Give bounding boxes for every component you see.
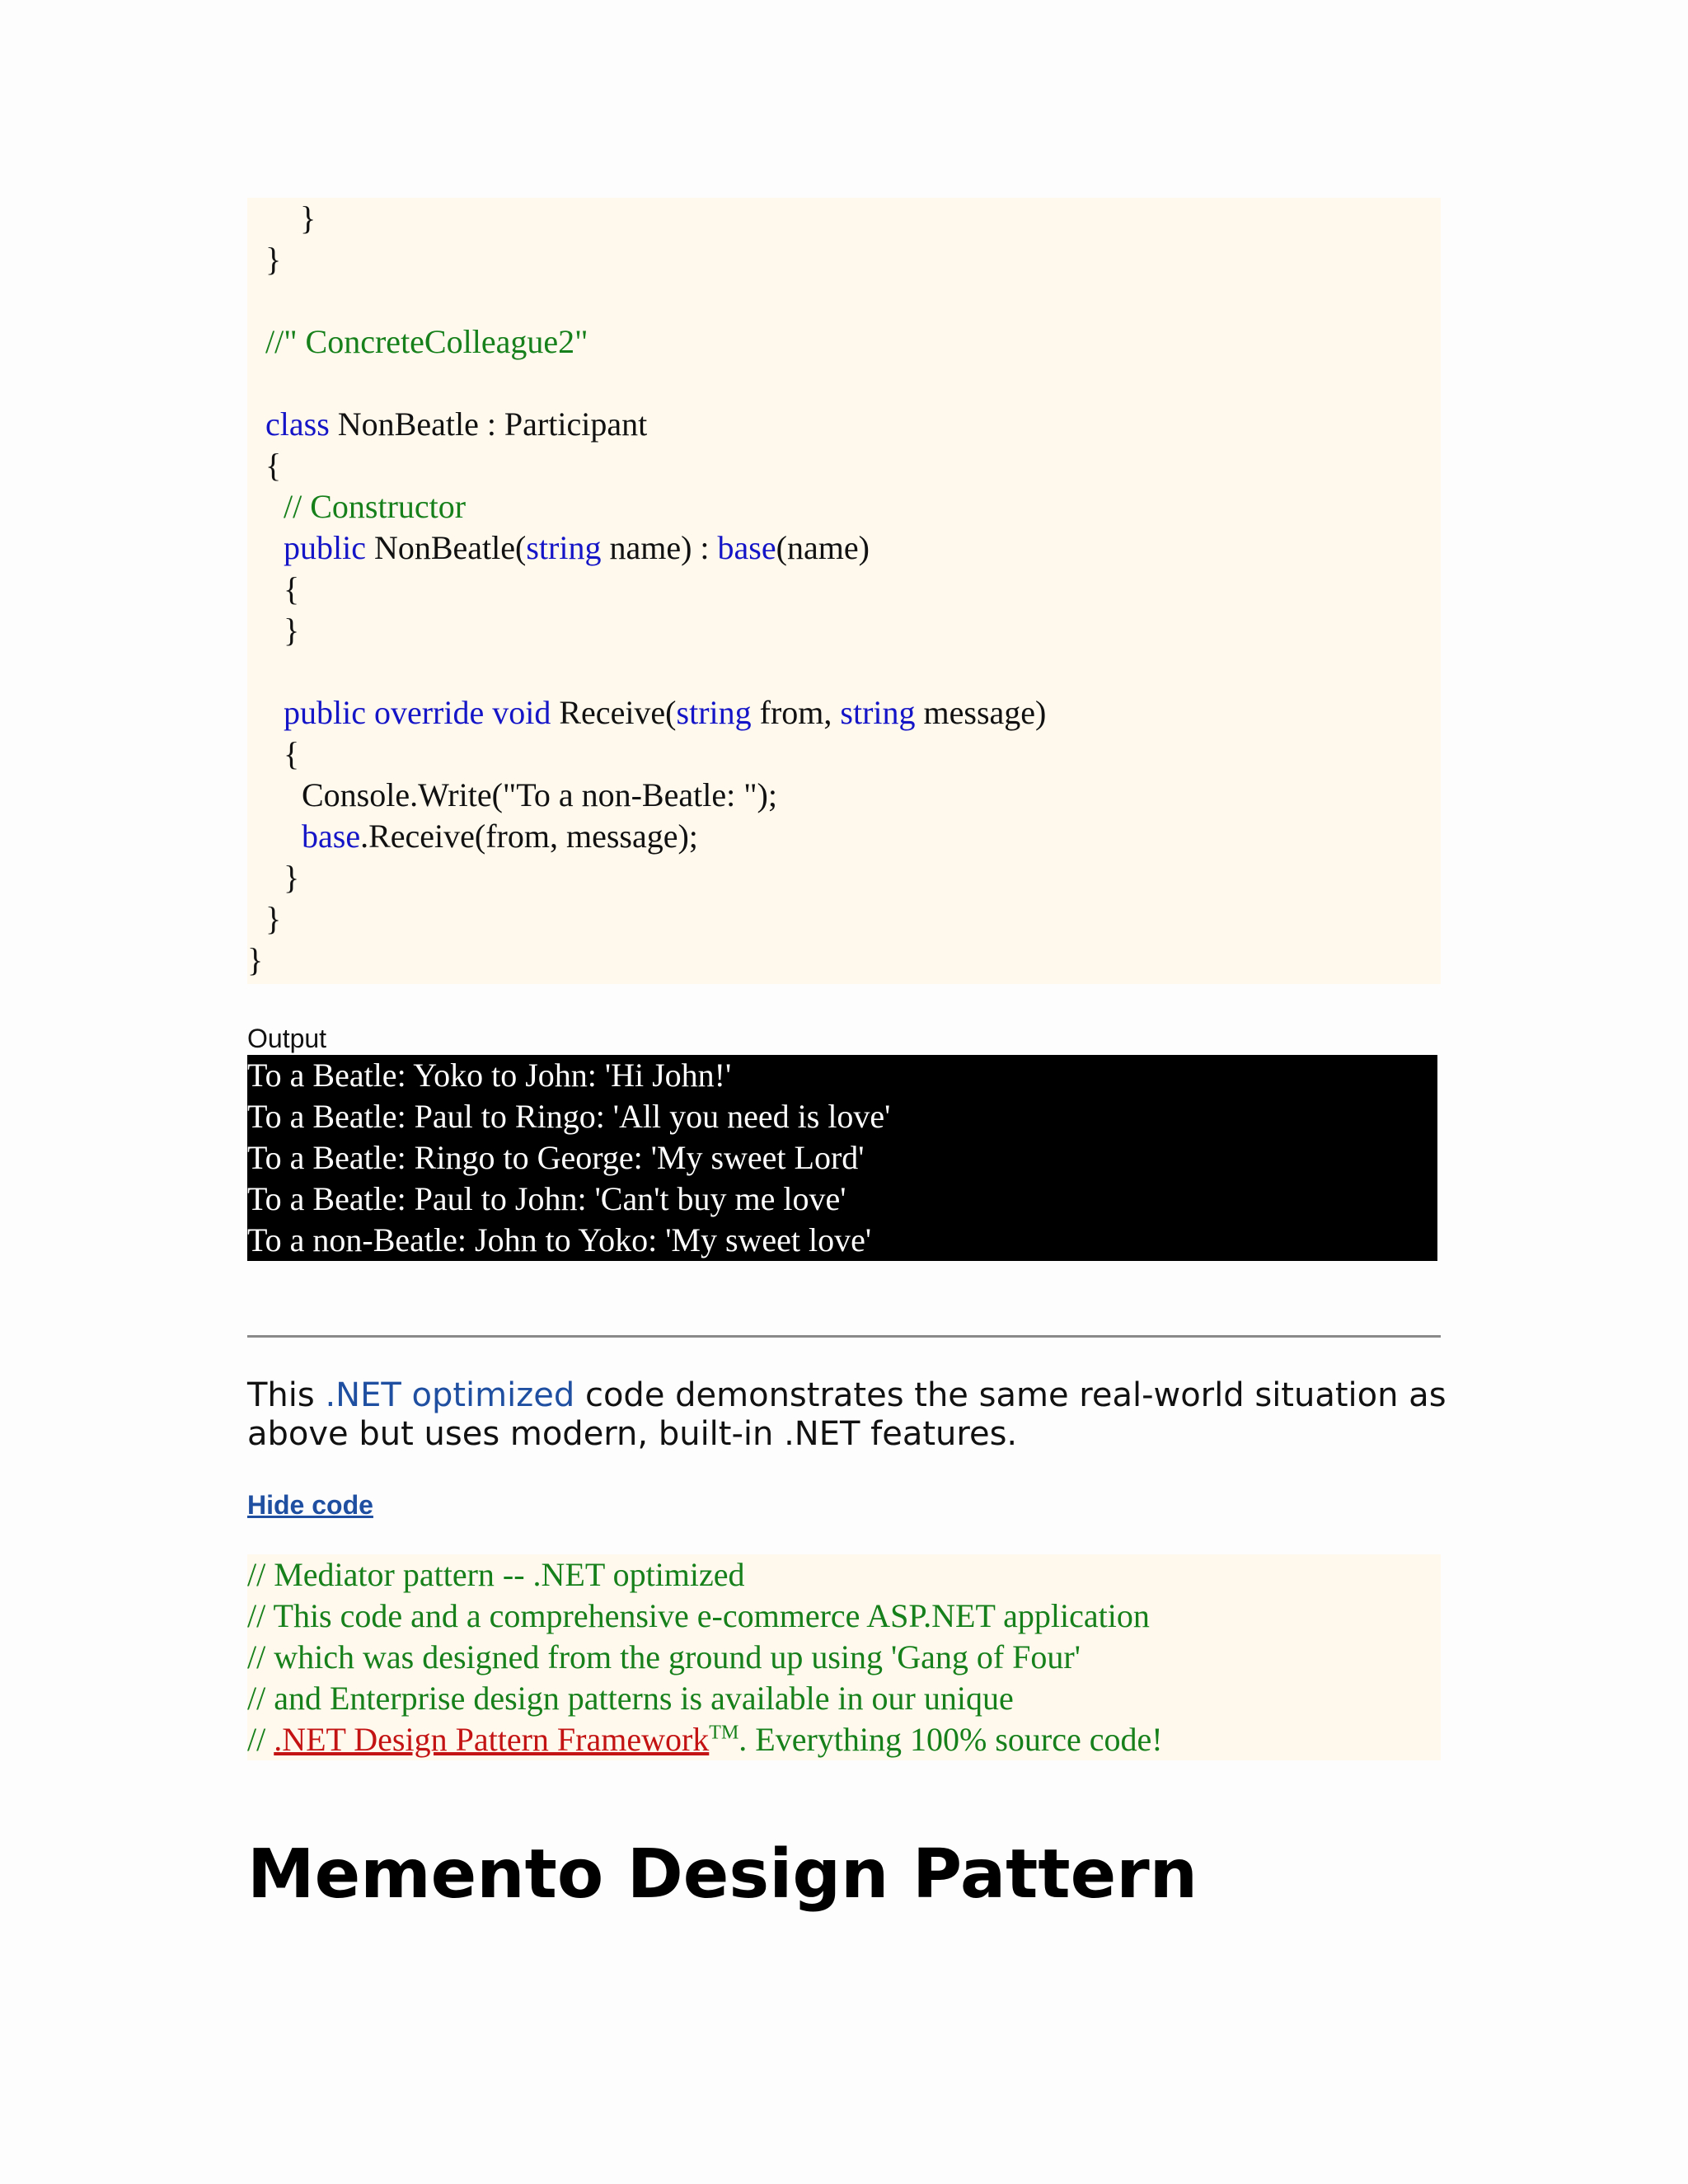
keyword-base: base [717,529,776,566]
code-comment: // This code and a comprehensive e-commerce ASP.NET application [247,1597,1150,1634]
code-block-optimized [247,1554,1441,1760]
code-text: name) : [601,529,718,566]
keyword-public: public [284,529,366,566]
code-line: } [284,199,316,237]
code-text: .Receive(from, message); [360,818,698,855]
code-line [284,527,870,569]
code-text: Receive( [551,694,677,731]
section-heading: Memento Design Pattern [247,1835,1198,1914]
keyword-base: base [302,818,361,855]
output-label: Output [247,1024,327,1053]
code-comment: //" ConcreteColleague2" [265,323,588,360]
code-line: { [284,735,300,772]
code-text: from, [751,694,841,731]
code-text: // [247,1721,274,1758]
keyword-class: class [265,405,330,443]
code-line [265,404,647,445]
keyword-string: string [840,694,916,731]
keyword-void: void [492,694,551,731]
output-line: To a non-Beatle: John to Yoko: 'My sweet love' [247,1221,872,1258]
code-line: } [284,612,300,649]
code-text: . Everything 100% source code! [738,1721,1163,1758]
output-line: To a Beatle: Yoko to John: 'Hi John!' [247,1057,732,1094]
code-text: message) [915,694,1047,731]
intro-text: code demonstrates the same real-world situation as above but uses modern, built-in .NET features. [247,1376,1447,1453]
code-text: NonBeatle : Participant [329,405,648,443]
trademark-mark: TM [709,1722,739,1744]
output-console [247,1055,1437,1261]
net-optimized-link[interactable]: .NET optimized [325,1376,575,1414]
keyword-public: public [284,694,366,731]
output-line: To a Beatle: Paul to Ringo: 'All you need is love' [247,1098,891,1135]
code-comment: // which was designed from the ground up using 'Gang of Four' [247,1638,1081,1675]
code-comment [247,1719,1163,1760]
intro-paragraph [247,1376,1451,1454]
code-line: } [265,241,282,278]
code-line: } [284,859,300,896]
code-line: { [265,447,282,484]
code-line: } [265,900,282,937]
keyword-string: string [526,529,602,566]
output-line: To a Beatle: Paul to John: 'Can't buy me love' [247,1180,846,1217]
code-line: Console.Write("To a non-Beatle: "); [302,776,777,813]
code-comment: // Constructor [284,488,467,525]
code-line [302,816,698,857]
horizontal-divider [247,1335,1441,1338]
code-line: { [284,570,300,607]
keyword-string: string [676,694,752,731]
code-block-nonbeatle [247,198,1441,984]
code-comment: // Mediator pattern -- .NET optimized [247,1556,745,1593]
code-text: (name) [776,529,870,566]
code-text: NonBeatle( [365,529,527,566]
design-pattern-framework-link[interactable]: .NET Design Pattern Framework [274,1721,710,1758]
code-comment: // and Enterprise design patterns is available in our unique [247,1680,1014,1717]
output-line: To a Beatle: Ringo to George: 'My sweet Lord' [247,1139,865,1176]
code-line [284,692,1046,733]
code-line: } [247,941,264,978]
intro-text: This [247,1376,326,1414]
keyword-override: override [373,694,485,731]
hide-code-link[interactable]: Hide code [247,1490,373,1520]
